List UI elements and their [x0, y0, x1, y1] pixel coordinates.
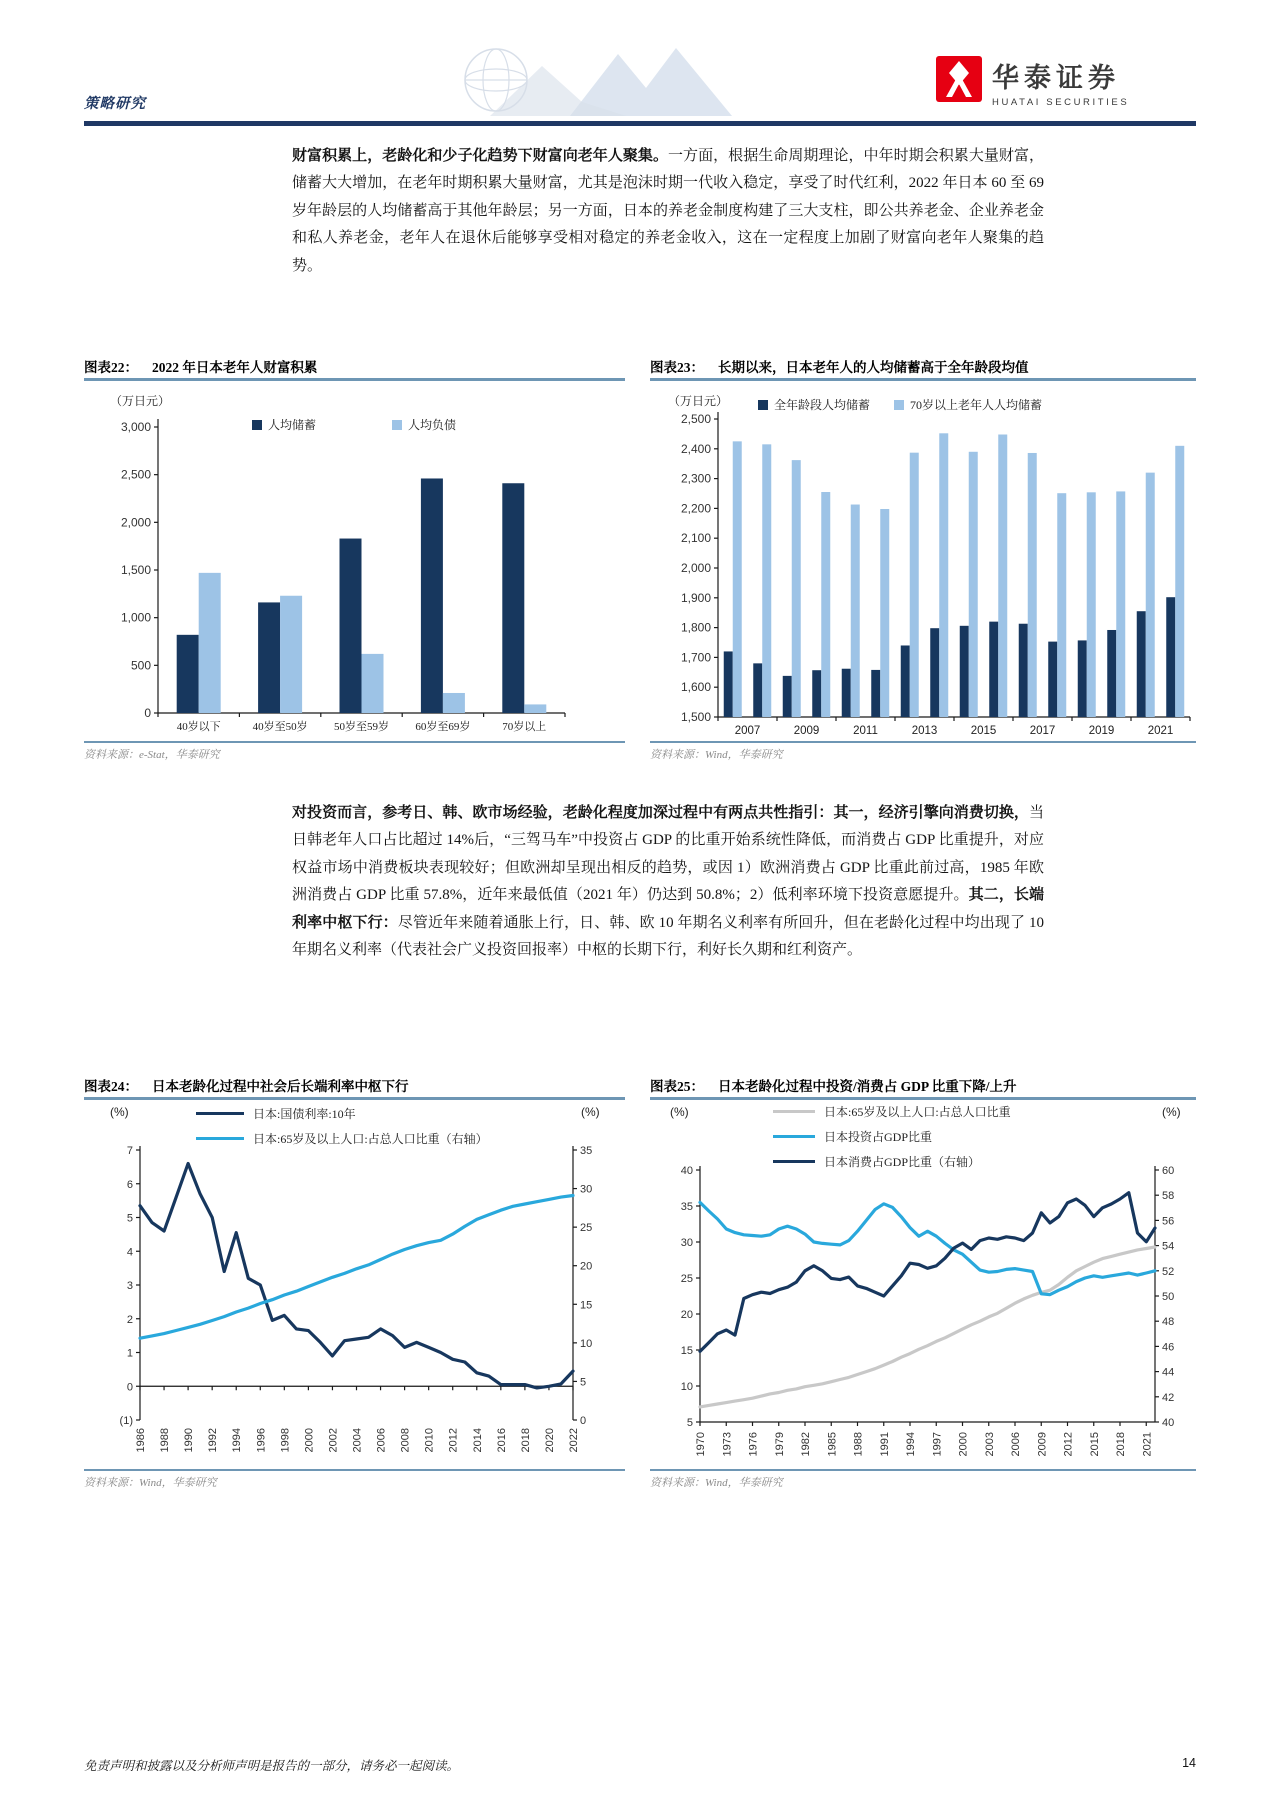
svg-text:2006: 2006	[375, 1428, 388, 1453]
svg-text:2012: 2012	[447, 1428, 460, 1453]
svg-text:15: 15	[580, 1299, 593, 1312]
svg-text:2009: 2009	[793, 725, 820, 737]
legend-item: 70岁以上老年人人均储蓄	[894, 396, 1042, 413]
svg-text:2007: 2007	[734, 725, 761, 737]
figure-23-title: 图表23： 长期以来，日本老年人的人均储蓄高于全年龄段均值	[650, 360, 1029, 375]
svg-text:44: 44	[1162, 1366, 1175, 1379]
svg-text:1,800: 1,800	[680, 620, 711, 635]
svg-text:40岁以下: 40岁以下	[176, 721, 221, 733]
svg-text:2,200: 2,200	[680, 501, 711, 516]
paragraph-2-text1: 当日韩老年人口占比超过 14%后，“三驾马车”中投资占 GDP 的比重开始系统性降低，而消费占 GDP 比重提升，对应权益市场中消费板块表现较好；但欧洲却呈现出相反的趋势，或因 1）欧洲消费占 GDP 比重此前过高，1985 年欧洲消费占 GDP 比重 57.8%，近年来最低值（2021 年）仍达到 50.8%；2）低利率环境下投资意愿提升。	[292, 805, 1044, 904]
svg-text:1990: 1990	[183, 1428, 196, 1453]
svg-text:2,500: 2,500	[120, 467, 151, 482]
svg-text:2002: 2002	[327, 1428, 340, 1453]
svg-text:2018: 2018	[1115, 1432, 1127, 1457]
svg-text:500: 500	[130, 658, 151, 673]
figure-23-legend	[758, 396, 1042, 413]
figure-23-source-rule	[650, 741, 1196, 743]
svg-text:1970: 1970	[695, 1432, 707, 1457]
legend-swatch-jgb10y	[196, 1112, 244, 1116]
svg-text:1,600: 1,600	[680, 680, 711, 695]
svg-text:2,100: 2,100	[680, 531, 711, 546]
legend-item: 日本:65岁及以上人口:占总人口比重（右轴）	[196, 1126, 488, 1151]
svg-text:40岁至50岁: 40岁至50岁	[252, 721, 308, 733]
svg-text:2011: 2011	[853, 725, 878, 737]
svg-text:2,400: 2,400	[680, 441, 711, 456]
svg-text:2015: 2015	[1088, 1432, 1101, 1457]
svg-text:2000: 2000	[957, 1432, 970, 1457]
figure-23-source: 资料来源：Wind，华泰研究	[650, 749, 783, 761]
legend-item: 全年龄段人均储蓄	[758, 396, 870, 413]
svg-text:2016: 2016	[495, 1428, 508, 1453]
figure-22-source: 资料来源：e-Stat，华泰研究	[84, 749, 220, 761]
svg-text:(1): (1)	[119, 1415, 133, 1427]
paragraph-2-lead2: 其二，长端利率中枢下行：	[292, 887, 1044, 931]
figure-25-left-axis-unit: (%)	[670, 1105, 689, 1119]
svg-text:15: 15	[680, 1345, 693, 1357]
footer-disclaimer: 免责声明和披露以及分析师声明是报告的一部分，请务必一起阅读。	[84, 1759, 460, 1773]
svg-text:46: 46	[1162, 1341, 1175, 1354]
svg-text:2009: 2009	[1036, 1432, 1049, 1457]
svg-text:2017: 2017	[1029, 725, 1056, 737]
svg-text:2,500: 2,500	[680, 412, 711, 426]
svg-text:30: 30	[580, 1183, 593, 1196]
svg-text:1988: 1988	[159, 1428, 172, 1453]
svg-text:2010: 2010	[423, 1428, 436, 1453]
svg-text:1998: 1998	[279, 1428, 292, 1453]
svg-text:2021: 2021	[1141, 1432, 1154, 1457]
svg-text:2013: 2013	[911, 725, 938, 737]
svg-text:2000: 2000	[303, 1428, 316, 1453]
svg-text:1992: 1992	[207, 1428, 220, 1453]
svg-text:7: 7	[126, 1145, 133, 1157]
figure-24-source-rule	[84, 1469, 625, 1471]
svg-text:40: 40	[680, 1165, 693, 1177]
figure-24-title: 图表24： 日本老龄化过程中社会后长端利率中枢下行	[84, 1079, 409, 1094]
figure-25-source: 资料来源：Wind，华泰研究	[650, 1477, 783, 1489]
svg-text:1991: 1991	[878, 1432, 891, 1457]
svg-text:50: 50	[1162, 1291, 1175, 1303]
paragraph-1	[292, 143, 1044, 280]
brand-name: 华泰证券	[992, 63, 1120, 93]
svg-text:2006: 2006	[1010, 1432, 1022, 1457]
svg-text:2,000: 2,000	[680, 561, 711, 575]
svg-text:1988: 1988	[852, 1432, 865, 1457]
figure-24-block	[84, 1075, 625, 1495]
figure-23-chart	[650, 412, 1196, 737]
figure-23-block	[650, 356, 1196, 771]
figure-24-chart	[84, 1145, 625, 1470]
legend-item: 日本:国债利率:10年	[196, 1101, 488, 1126]
svg-text:2,300: 2,300	[680, 471, 711, 486]
figure-22-block	[84, 356, 625, 771]
brand-subtitle: HUATAI SECURITIES	[992, 97, 1130, 108]
figure-23-title-rule	[650, 378, 1196, 381]
figure-25-source-rule	[650, 1469, 1196, 1471]
figure-22-chart	[84, 412, 625, 737]
svg-text:20: 20	[580, 1260, 593, 1273]
svg-text:52: 52	[1162, 1265, 1175, 1278]
svg-text:1,000: 1,000	[120, 610, 151, 625]
paragraph-2-lead1: 对投资而言，参考日、韩、欧市场经验，老龄化程度加深过程中有两点共性指引：其一，经济引擎向消费切换，	[292, 805, 1029, 821]
legend-swatch-investment	[773, 1135, 815, 1139]
report-section-label: 策略研究	[84, 96, 146, 112]
legend-swatch-pop65	[196, 1137, 244, 1141]
figure-22-title-rule	[84, 378, 625, 381]
svg-text:1994: 1994	[905, 1432, 917, 1457]
svg-text:1,900: 1,900	[680, 590, 711, 605]
figure-25-chart	[650, 1145, 1196, 1470]
svg-text:10: 10	[580, 1337, 593, 1350]
figure-24-legend	[196, 1101, 488, 1151]
svg-text:1986: 1986	[135, 1428, 147, 1453]
svg-text:4: 4	[126, 1246, 133, 1259]
svg-text:5: 5	[126, 1212, 133, 1225]
legend-item: 人均储蓄	[252, 416, 316, 433]
figure-24-left-axis-unit: (%)	[110, 1105, 129, 1119]
svg-text:48: 48	[1162, 1316, 1175, 1329]
svg-text:1982: 1982	[800, 1432, 812, 1457]
svg-text:2020: 2020	[543, 1428, 556, 1453]
svg-text:2014: 2014	[471, 1428, 484, 1453]
svg-text:2018: 2018	[519, 1428, 532, 1453]
svg-text:2015: 2015	[970, 725, 997, 737]
svg-text:0: 0	[126, 1381, 133, 1394]
svg-text:56: 56	[1162, 1215, 1175, 1228]
svg-text:42: 42	[1162, 1391, 1175, 1404]
svg-text:60: 60	[1162, 1165, 1175, 1177]
svg-text:2003: 2003	[983, 1432, 996, 1457]
svg-text:5: 5	[580, 1376, 587, 1389]
svg-text:3,000: 3,000	[120, 420, 151, 434]
paragraph-1-text: 一方面，根据生命周期理论，中年时期会积累大量财富，储蓄大大增加，在老年时期积累大量财富，尤其是泡沫时期一代收入稳定，享受了时代红利，2022 年日本 60 至 69 岁年龄层的人均储蓄高于其他年龄层；另一方面，日本的养老金制度构建了三大支柱，即公共养老金、企业养老金和私人养老金，老年人在退休后能够享受相对稳定的养老金收入，这在一定程度上加剧了财富向老年人聚集的趋势。	[292, 148, 1044, 274]
svg-text:25: 25	[680, 1273, 693, 1285]
svg-text:2022: 2022	[568, 1428, 580, 1453]
figure-25-label: 图表25：	[650, 1079, 704, 1094]
figure-22-label: 图表22：	[84, 360, 138, 375]
svg-text:35: 35	[680, 1201, 693, 1213]
svg-text:2012: 2012	[1062, 1432, 1075, 1457]
svg-text:1996: 1996	[255, 1428, 268, 1453]
figure-25-right-axis-unit: (%)	[1162, 1105, 1181, 1119]
figure-25-block	[650, 1075, 1196, 1495]
figure-24-title-rule	[84, 1097, 625, 1100]
legend-item: 日本投资占GDP比重	[773, 1124, 1011, 1149]
huatai-logo-icon	[936, 56, 982, 102]
svg-text:2: 2	[126, 1313, 133, 1326]
svg-text:1,700: 1,700	[680, 650, 711, 665]
svg-text:35: 35	[580, 1145, 593, 1157]
svg-text:70岁以上: 70岁以上	[502, 721, 547, 733]
svg-text:1973: 1973	[721, 1432, 734, 1457]
svg-text:1976: 1976	[747, 1432, 760, 1457]
figure-22-source-rule	[84, 741, 625, 743]
svg-text:25: 25	[580, 1222, 593, 1235]
figure-24-source: 资料来源：Wind，华泰研究	[84, 1477, 217, 1489]
figure-24-right-axis-unit: (%)	[581, 1105, 600, 1119]
svg-text:1979: 1979	[773, 1432, 786, 1457]
svg-text:3: 3	[126, 1280, 133, 1292]
paragraph-2	[292, 800, 1044, 964]
svg-text:6: 6	[126, 1178, 133, 1191]
legend-item: 日本消费占GDP比重（右轴）	[773, 1149, 1011, 1174]
svg-text:50岁至59岁: 50岁至59岁	[334, 721, 389, 733]
svg-text:0: 0	[580, 1415, 587, 1427]
legend-swatch-pop65	[773, 1110, 815, 1114]
header-rule	[84, 121, 1196, 126]
legend-item: 人均负债	[392, 416, 456, 433]
figure-25-title: 图表25： 日本老龄化过程中投资/消费占 GDP 比重下降/上升	[650, 1079, 1017, 1094]
svg-text:0: 0	[144, 706, 151, 720]
page-number: 14	[1182, 1756, 1196, 1770]
paragraph-1-lead: 财富积累上，老龄化和少子化趋势下财富向老年人聚集。	[292, 148, 669, 164]
figure-24-label: 图表24：	[84, 1079, 138, 1094]
figure-23-unit-label: （万日元）	[668, 394, 729, 408]
figure-23-label: 图表23：	[650, 360, 704, 375]
svg-text:1,500: 1,500	[120, 563, 151, 577]
paragraph-2-text2: 尽管近年来随着通胀上行，日、韩、欧 10 年期名义利率有所回升，但在老龄化过程中均出现了 10 年期名义利率（代表社会广义投资回报率）中枢的长期下行，利好长久期和红利资产。	[292, 914, 1044, 959]
figure-22-title: 图表22： 2022 年日本老年人财富积累	[84, 360, 318, 375]
header-watermark-graphic	[430, 42, 760, 116]
legend-swatch-over70	[894, 400, 904, 410]
svg-text:2008: 2008	[399, 1428, 412, 1453]
svg-text:30: 30	[680, 1237, 693, 1249]
svg-text:58: 58	[1162, 1190, 1175, 1203]
svg-text:2021: 2021	[1147, 725, 1174, 737]
svg-text:2,000: 2,000	[120, 515, 151, 530]
svg-text:40: 40	[1162, 1417, 1175, 1429]
svg-text:60岁至69岁: 60岁至69岁	[415, 721, 471, 733]
figure-22-unit-label: （万日元）	[110, 394, 171, 408]
svg-text:1: 1	[126, 1347, 133, 1360]
legend-swatch-allage	[758, 400, 768, 410]
svg-text:2004: 2004	[351, 1428, 364, 1453]
svg-text:1994: 1994	[231, 1428, 244, 1453]
svg-text:54: 54	[1162, 1240, 1175, 1253]
svg-text:20: 20	[680, 1309, 693, 1321]
svg-text:1985: 1985	[826, 1432, 839, 1457]
svg-text:1997: 1997	[931, 1432, 944, 1457]
huatai-logo	[936, 56, 1129, 108]
svg-text:10: 10	[680, 1381, 693, 1393]
legend-item: 日本:65岁及以上人口:占总人口比重	[773, 1099, 1011, 1124]
svg-text:1,500: 1,500	[680, 710, 711, 724]
svg-text:5: 5	[686, 1417, 693, 1429]
svg-text:2019: 2019	[1088, 725, 1115, 737]
